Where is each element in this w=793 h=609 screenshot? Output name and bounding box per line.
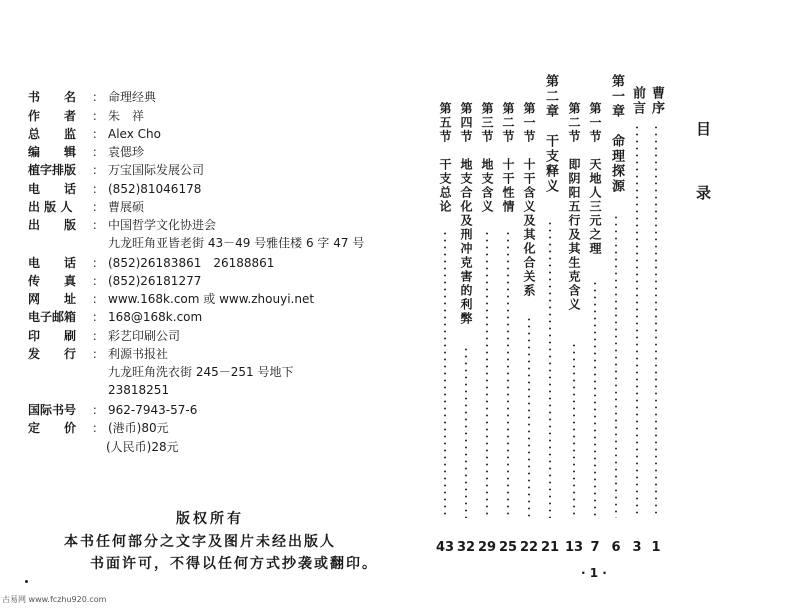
toc-entry-text: 前言 [630,86,645,116]
colophon-colon: ： [92,109,105,123]
toc-entry-text: 曹序 [649,86,664,116]
distributor-phone: 23818251 [108,383,170,397]
leader-dots [636,124,638,518]
page-number: 7 [590,540,600,555]
colophon-colon: ： [92,310,105,324]
colophon-label: 网 址 [28,292,77,306]
colophon-colon: ： [92,256,105,270]
page-number: 13 [564,540,584,555]
colophon-value: 袁偲珍 [108,145,145,159]
colophon-value: 万宝国际发展公司 [108,163,205,177]
colophon-label: 印 刷 [28,329,77,343]
colophon-value: 利源书报社 [108,347,169,361]
toc-entry[interactable] [608,74,624,514]
publisher-address: 九龙旺角亚皆老街 43－49 号雅佳楼 6 字 47 号 [108,236,365,250]
toc-entry-text: 第四节 地支合化及刑冲克害的利弊 [459,102,473,326]
colophon [0,0,400,480]
page-number: 22 [519,540,539,555]
colophon-label: 作 者 [28,109,77,123]
colophon-value: (852)26183861 26188861 [108,256,275,270]
distributor-address: 九龙旺角洗衣街 245－251 号地下 [108,365,294,379]
colophon-value: Alex Cho [108,127,161,141]
colophon-colon: ： [92,274,105,288]
colophon-label: 出 版 [28,218,77,232]
colophon-colon: ： [92,347,105,361]
colophon-colon: ： [92,292,105,306]
colophon-colon: ： [92,127,105,141]
page-number: 32 [456,540,476,555]
page-number: 25 [498,540,518,555]
colophon-value: (港币)80元 [108,421,169,435]
toc-title-char-1: 目 [696,120,712,138]
toc-entry[interactable] [542,74,558,514]
table-of-contents [400,0,793,609]
leader-dots [507,230,509,518]
leader-dots [655,124,657,518]
copyright-title: 版权所有 [176,511,244,527]
copyright-line-1: 本书任何部分之文字及图片未经出版人 [64,534,336,550]
page-number: 3 [632,540,642,555]
page-number: 43 [435,540,455,555]
toc-entry[interactable] [479,102,495,542]
colophon-colon: ： [92,163,105,177]
colophon-value: 中国哲学文化协进会 [108,218,217,232]
scan-speck [25,580,28,583]
page-number: 6 [611,540,621,555]
colophon-colon: ： [92,90,105,104]
colophon-value: 命理经典 [108,90,157,104]
colophon-label: 编 辑 [28,145,77,159]
colophon-label: 总 监 [28,127,77,141]
colophon-label: 电子邮箱 [28,310,77,324]
colophon-colon: ： [92,329,105,343]
leader-dots [549,220,551,518]
colophon-label: 出 版 人 [28,200,73,214]
leader-dots [486,230,488,518]
colophon-colon: ： [92,182,105,196]
colophon-colon: ： [92,421,105,435]
colophon-label: 书 名 [28,90,77,104]
leader-dots [594,280,596,518]
colophon-label: 定 价 [28,421,77,435]
toc-entry[interactable] [629,86,645,526]
toc-entry-text: 第三节 地支含义 [480,102,494,214]
toc-entry[interactable] [500,102,516,542]
colophon-label: 国际书号 [28,403,77,417]
colophon-value: (852)26181277 [108,274,202,288]
toc-entry-text: 第二章 干支释义 [543,74,558,194]
colophon-value: www.168k.com 或 www.zhouyi.net [108,292,315,306]
toc-title-char-2: 录 [696,184,712,202]
price-rmb: (人民币)28元 [106,440,179,454]
toc-entry-text: 第五节 干支总论 [438,102,452,214]
page-number: 29 [477,540,497,555]
colophon-value: 曹展硕 [108,200,145,214]
colophon-label: 发 行 [28,347,77,361]
watermark: 古易网 www.fczhu920.com [2,595,107,604]
toc-entry-text: 第二节 十干性情 [501,102,515,214]
colophon-colon: ： [92,403,105,417]
colophon-value: (852)81046178 [108,182,202,196]
colophon-value: 168@168k.com [108,310,203,324]
toc-entry-text: 第二节 即阴阳五行及其生克含义 [567,102,581,312]
copyright-line-2: 书面许可，不得以任何方式抄袭或翻印。 [90,556,378,572]
leader-dots [465,346,467,518]
toc-entry[interactable] [648,86,664,526]
toc-entry[interactable] [458,102,474,542]
colophon-colon: ： [92,200,105,214]
colophon-value: 彩艺印刷公司 [108,329,181,343]
colophon-label: 植字排版 [28,163,77,177]
colophon-colon: ： [92,145,105,159]
page-number: 1 [651,540,661,555]
colophon-value: 962-7943-57-6 [108,403,198,417]
leader-dots [444,230,446,518]
folio: · 1 · [581,566,607,580]
page-number: 21 [540,540,560,555]
leader-dots [528,316,530,518]
toc-entry-text: 第一节 十干含义及其化合关系 [522,102,536,298]
toc-entry[interactable] [566,102,582,542]
leader-dots [615,214,617,518]
toc-entry-text: 第一节 天地人三元之理 [588,102,602,256]
colophon-colon: ： [92,218,105,232]
toc-entry[interactable] [437,102,453,542]
colophon-value: 朱 祥 [108,109,145,123]
colophon-label: 传 真 [28,274,77,288]
leader-dots [573,342,575,518]
toc-entry-text: 第一章 命理探源 [609,74,624,194]
colophon-label: 电 话 [28,256,77,270]
toc-entry[interactable] [587,102,603,542]
toc-entry[interactable] [521,102,537,542]
colophon-label: 电 话 [28,182,77,196]
